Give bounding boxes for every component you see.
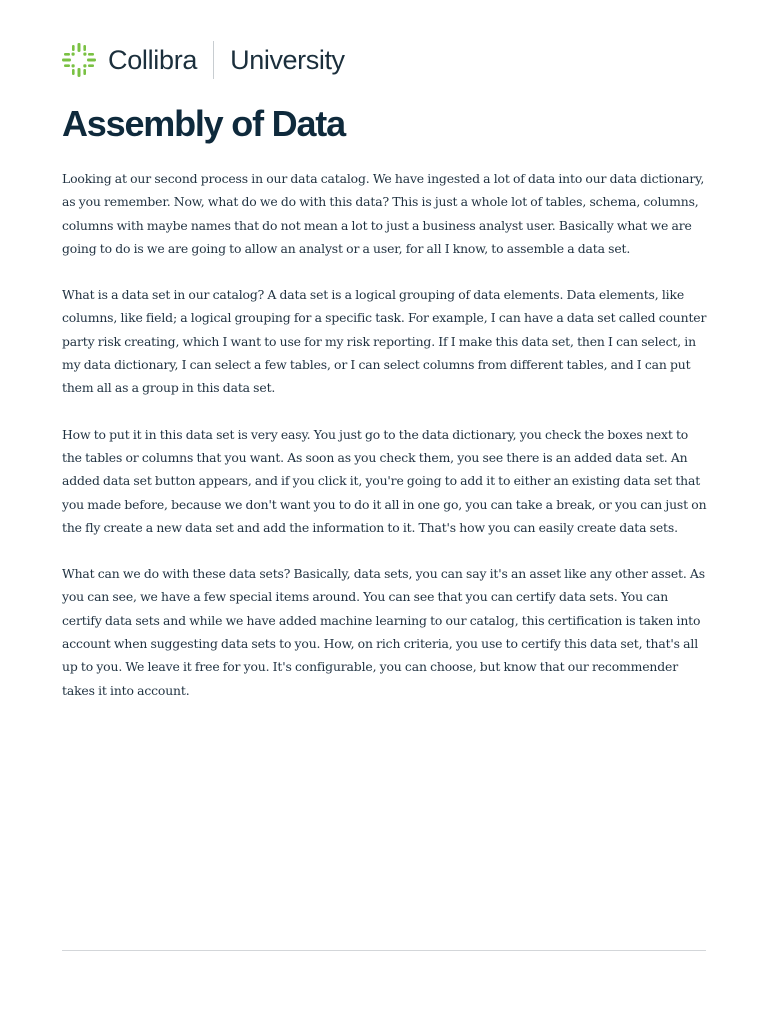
- brand-divider: [213, 41, 214, 79]
- paragraph-1: Looking at our second process in our data catalog. We have ingested a lot of data into our data dictionary, as you remember. Now, what do we do with this data? This is just a whole lot of tables, schema, columns, columns with maybe names that do not mean a lot to just a business analyst user. Basically what we are going to do is we are going to allow an analyst or a user, for all I know, to assemble a data set.: [62, 171, 705, 256]
- brand-name: Collibra: [108, 45, 198, 75]
- footer-divider: [62, 950, 706, 951]
- header: [62, 40, 345, 80]
- paragraph-4: What can we do with these data sets? Basically, data sets, you can say it's an asset like any other asset. As you can see, we have a few special items around. You can see that you can certify data sets. You can certify data sets and while we have added machine learning to our catalog, this certification is taken into account when suggesting data sets to you. How, on rich criteria, you use to certify this data set, that's all up to you. We leave it free for you. It's configurable, you can choose, but know that our recommender takes it into account.: [62, 566, 705, 698]
- brand-sub-name: University: [230, 45, 345, 75]
- body-text: [62, 167, 710, 725]
- paragraph-3: How to put it in this data set is very easy. You just go to the data dictionary, you check the boxes next to the tables or columns that you want. As soon as you check them, you see there is an added data set. An added data set button appears, and if you click it, you're going to add it to either an existing data set that you made before, because we don't want you to do it all in one go, you can take a break, or you can just on the fly create a new data set and add the information to it. That's how you can easily create data sets.: [62, 426, 707, 535]
- page-title: Assembly of Data: [62, 103, 345, 144]
- collibra-logo-icon: [62, 43, 96, 77]
- document-page: [62, 0, 706, 1024]
- paragraph-2: What is a data set in our catalog? A data set is a logical grouping of data elements. Data elements, like columns, like field; a logical grouping for a specific task. For example, I can have a data set called counter party risk creating, which I want to use for my risk reporting. If I make this data set, then I can select, in my data dictionary, I can select a few tables, or I can select columns from different tables, and I can put them all as a group in this data set.: [62, 287, 707, 396]
